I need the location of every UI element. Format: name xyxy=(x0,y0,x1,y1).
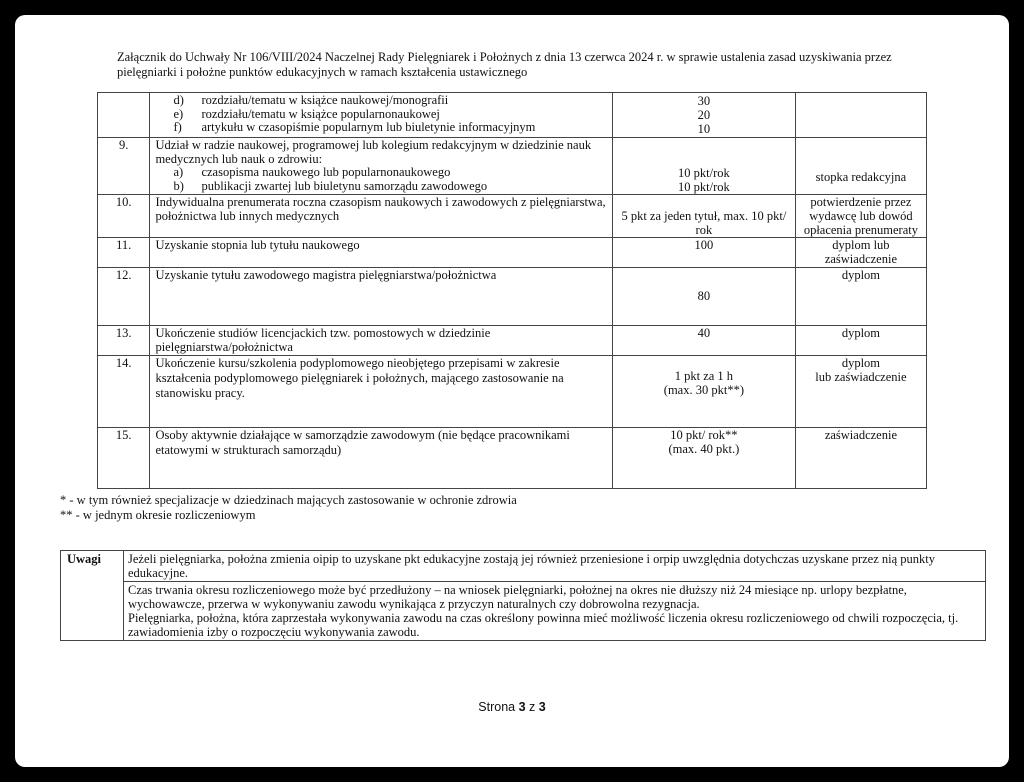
footnote-double-star: ** - w jednym okresie rozliczeniowym xyxy=(60,508,256,522)
table-row: 11. Uzyskanie stopnia lub tytułu naukowego 100 dyplom lub zaświadczenie xyxy=(98,238,927,268)
points-table xyxy=(97,92,927,489)
table-row xyxy=(61,551,986,582)
note-2: Czas trwania okresu rozliczeniowego może być przedłużony – na wniosek pielęgniarki, położnej na okres nie dłuższy niż 24 miesiące np. urlopy bezpłatne, wychowawcze, przerwa w wykonywaniu zawodu wynikająca z przyczyn naturalnych czy dobrowolna rezygnacja. xyxy=(128,583,907,611)
notes-table xyxy=(60,550,986,641)
table-row: 13. Ukończenie studiów licencjackich tzw. pomostowych w dziedzinie pielęgniarstwa/położnictwa 40 dyplom xyxy=(98,326,927,356)
document-header: Załącznik do Uchwały Nr 106/VIII/2024 Naczelnej Rady Pielęgniarek i Położnych z dnia 13 czerwca 2024 r. w sprawie ustalenia zasad uzyskiwania przez pielęgniarki i położne punktów edukacyjnych w ramach kształcenia ustawicznego xyxy=(117,50,892,79)
table-row: 14. Ukończenie kursu/szkolenia podyplomowego nieobjętego przepisami w zakresie kształcenia podyplomowego pielęgniarek i położnych, mającego zastosowanie na stanowisku pracy. 1 pkt za 1 h (max. 30 pkt**) dyplom lub zaświadczenie xyxy=(98,356,927,428)
document-page xyxy=(15,15,1009,767)
table-row: d) rozdziału/tematu w książce naukowej/monografii e) rozdziału/tematu w książce popularnonaukowej f) artykułu w czasopiśmie popularnym lub biuletynie informacyjnym 30 20 10 xyxy=(98,93,927,138)
note-3: Pielęgniarka, położna, która zaprzestała wykonywania zawodu na czas określony powinna mieć możliwość liczenia okresu rozliczeniowego od chwili rozpoczęcia, tj. zawiadomienia izby o rozpoczęciu wykonywania zawodu. xyxy=(128,611,959,639)
table-row xyxy=(61,582,986,641)
table-row: 12. Uzyskanie tytułu zawodowego magistra pielęgniarstwa/położnictwa 80 dyplom xyxy=(98,268,927,326)
table-row: 9. Udział w radzie naukowej, programowej lub kolegium redakcyjnym w dziedzinie nauk medycznych lub nauk o zdrowiu: a) czasopisma naukowego lub popularnonaukowego b) publikacji zwartej lub biuletynu samorządu zawodowego 10 pkt/rok 10 pkt/rok stopka redakcyjna xyxy=(98,138,927,195)
notes-label: Uwagi xyxy=(67,552,102,566)
footnote-star: * - w tym również specjalizacje w dziedzinach mających zastosowanie w ochronie zdrowia xyxy=(60,493,517,507)
note-1: Jeżeli pielęgniarka, położna zmienia oipip to uzyskane pkt edukacyjne zostają jej również przeniesione i orpip uwzględnia dotychczas uzyskane przez nią punkty edukacyjne. xyxy=(124,551,986,582)
page-number: Strona 3 z 3 xyxy=(478,700,546,714)
table-row: 15. Osoby aktywnie działające w samorządzie zawodowym (nie będące pracownikami etatowymi w strukturach samorządu) 10 pkt/ rok** (max. 40 pkt.) zaświadczenie xyxy=(98,428,927,489)
table-row: 10. Indywidualna prenumerata roczna czasopism naukowych i zawodowych z pielęgniarstwa, położnictwa lub innych medycznych 5 pkt za jeden tytuł, max. 10 pkt/ rok potwierdzenie przez wydawcę lub dowód opłacenia prenumeraty xyxy=(98,195,927,238)
